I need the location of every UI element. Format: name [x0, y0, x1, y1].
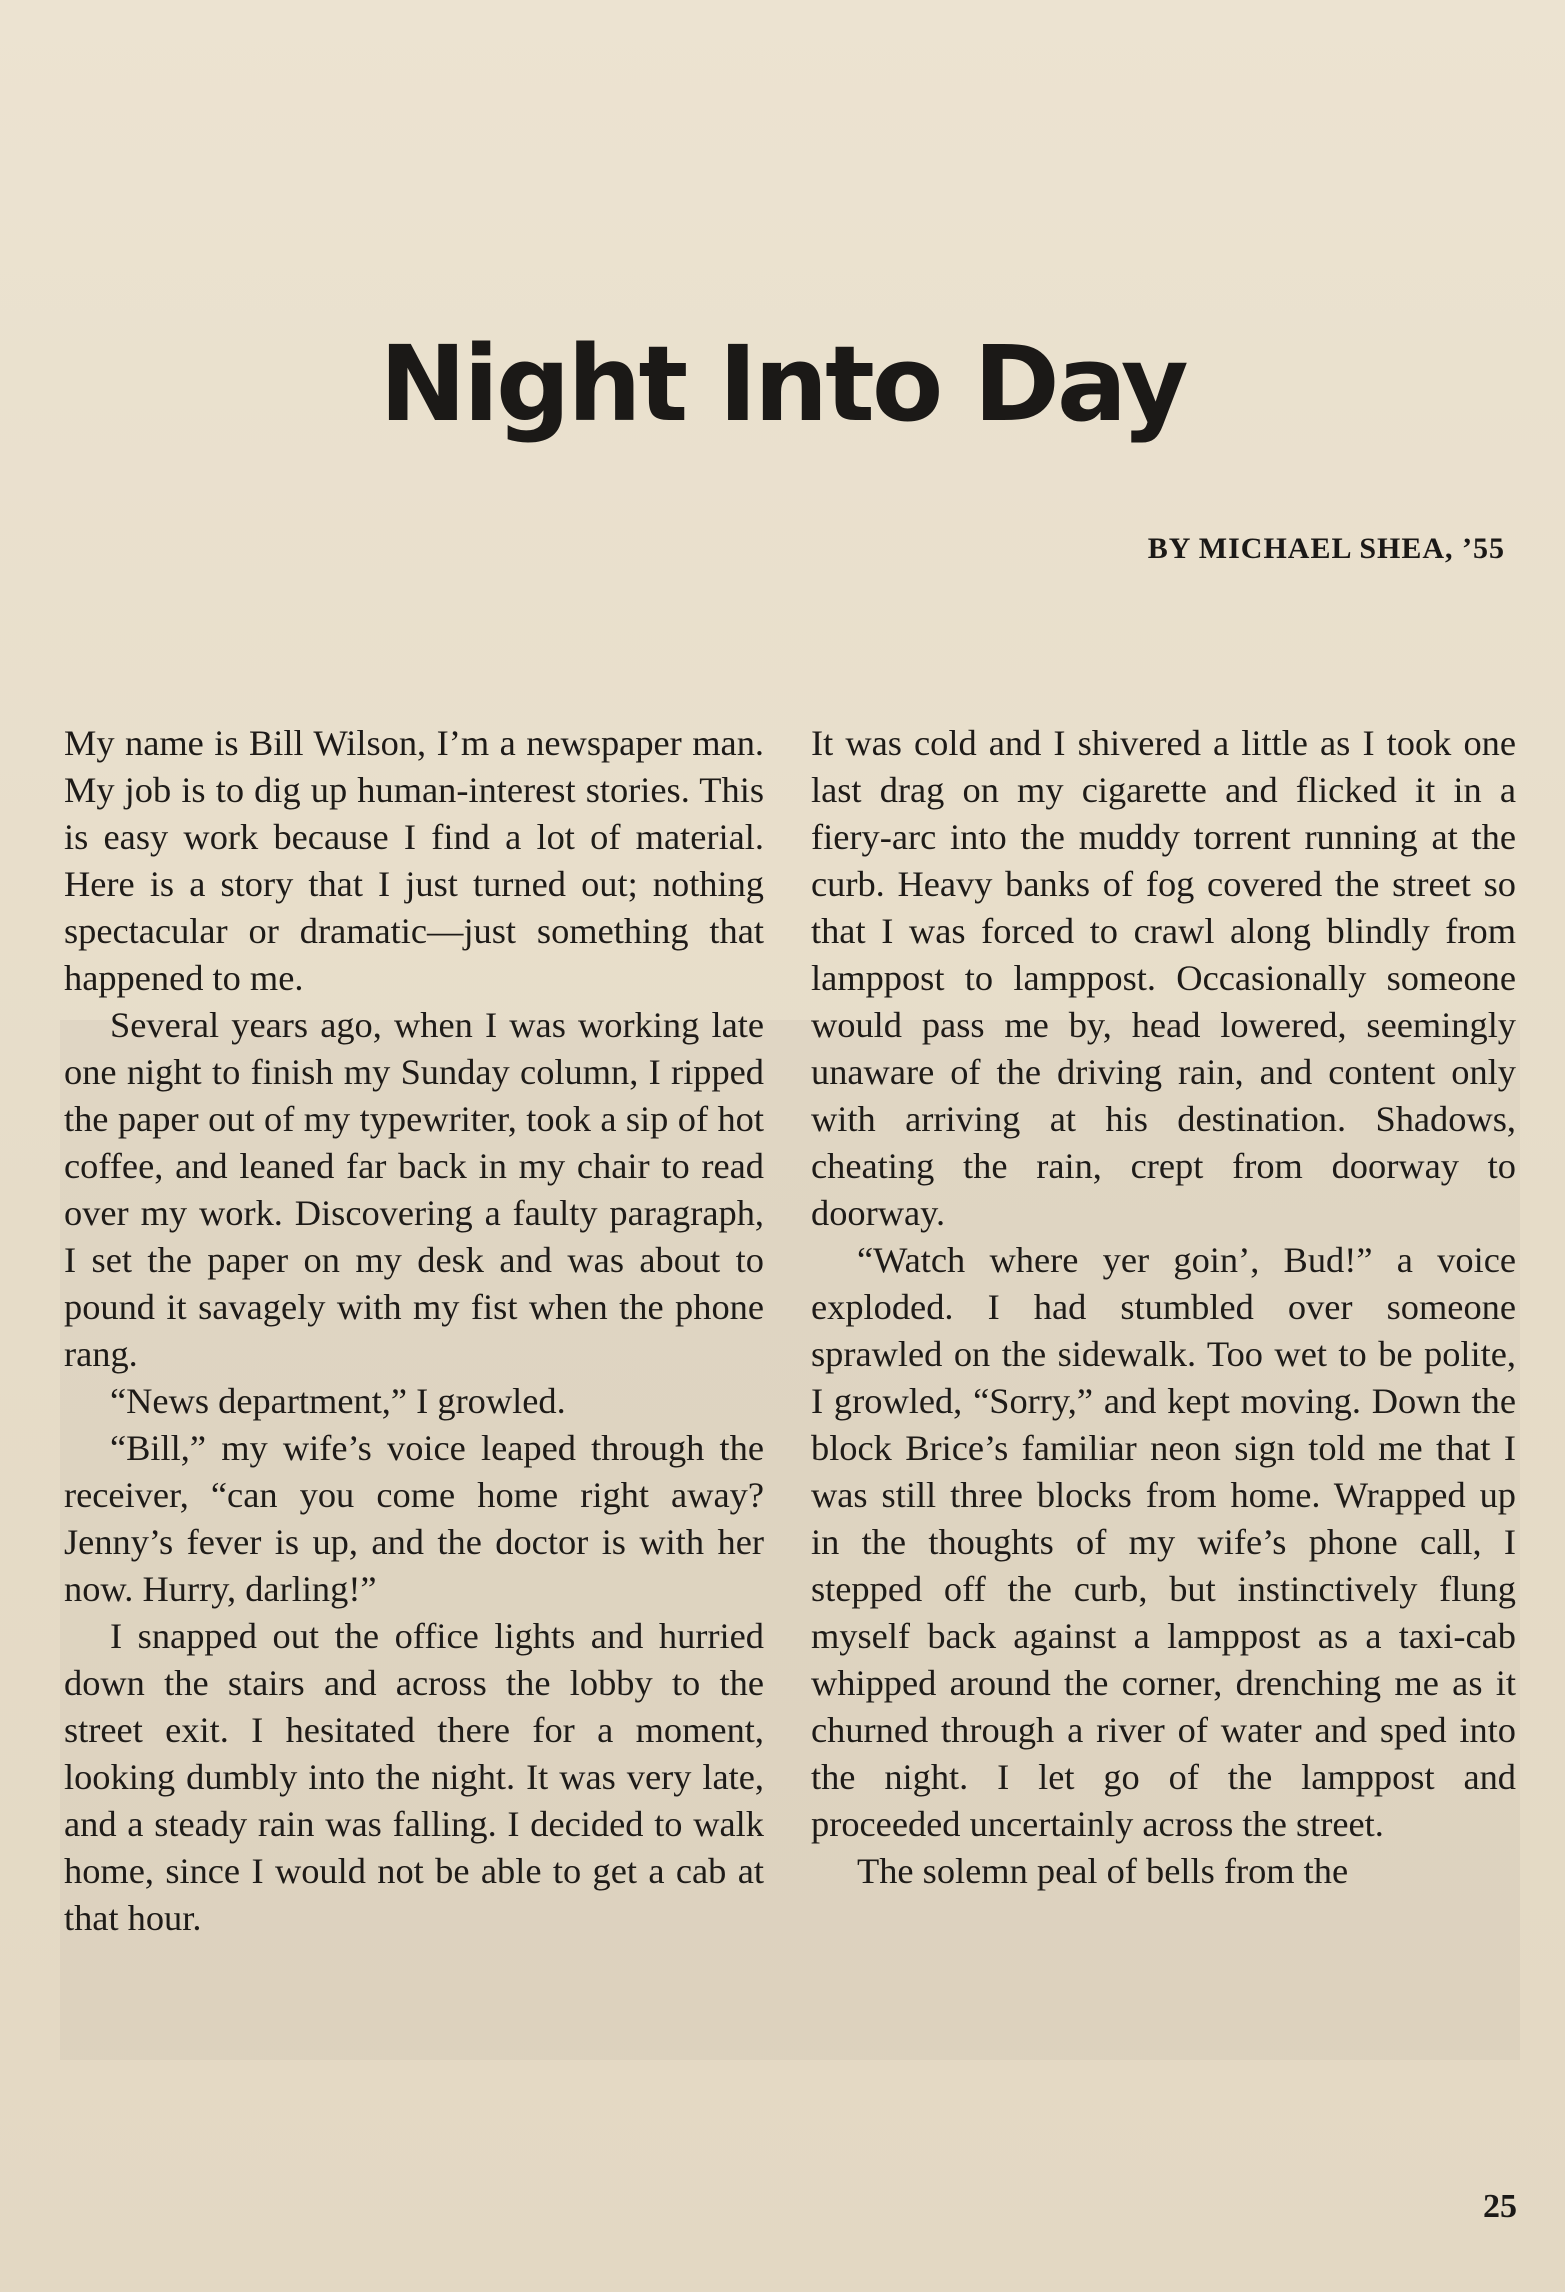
left-text-column	[64, 720, 764, 1942]
paragraph: “Bill,” my wife’s voice leaped through the receiver, “can you come home right away? Jenny’s fever is up, and the doctor is with her now. Hurry, darling!”	[64, 1428, 764, 1609]
paragraph: The solemn peal of bells from the	[857, 1851, 1349, 1891]
paragraph: It was cold and I shivered a little as I took one last drag on my cigarette and flicked it in a fiery-arc into the muddy torrent running at the curb. Heavy banks of fog covered the street so that I was forced to crawl along blindly from lamppost to lamppost. Occasionally someone would pass me by, head lowered, seemingly unaware of the driving rain, and content only with arriving at his destination. Shadows, cheating the rain, crept from doorway to doorway.	[811, 723, 1516, 1233]
article-title: Night Into Day	[379, 322, 1186, 445]
article-byline: BY MICHAEL SHEA, ’55	[1147, 532, 1505, 565]
right-text-column	[811, 720, 1516, 1895]
paragraph: Several years ago, when I was working late one night to finish my Sunday column, I ripped the paper out of my typewriter, took a sip of hot coffee, and leaned far back in my chair to read over my work. Discovering a faulty paragraph, I set the paper on my desk and was about to pound it savagely with my fist when the phone rang.	[64, 1005, 764, 1374]
paragraph: My name is Bill Wilson, I’m a newspaper man. My job is to dig up human-interest stories. This is easy work because I find a lot of material. Here is a story that I just turned out; nothing spectacular or dramatic—just something that happened to me.	[64, 723, 764, 998]
paragraph: I snapped out the office lights and hurried down the stairs and across the lobby to the street exit. I hesitated there for a moment, looking dumbly into the night. It was very late, and a steady rain was falling. I decided to walk home, since I would not be able to get a cab at that hour.	[64, 1616, 764, 1938]
page-number: 25	[1483, 2188, 1517, 2225]
paragraph: “Watch where yer goin’, Bud!” a voice exploded. I had stumbled over someone sprawled on the sidewalk. Too wet to be polite, I growled, “Sorry,” and kept moving. Down the block Brice’s familiar neon sign told me that I was still three blocks from home. Wrapped up in the thoughts of my wife’s phone call, I stepped off the curb, but instinctively flung myself back against a lamppost as a taxi-cab whipped around the corner, drenching me as it churned through a river of water and sped into the night. I let go of the lamppost and proceeded uncertainly across the street.	[811, 1240, 1516, 1844]
paragraph: “News department,” I growled.	[110, 1381, 566, 1421]
